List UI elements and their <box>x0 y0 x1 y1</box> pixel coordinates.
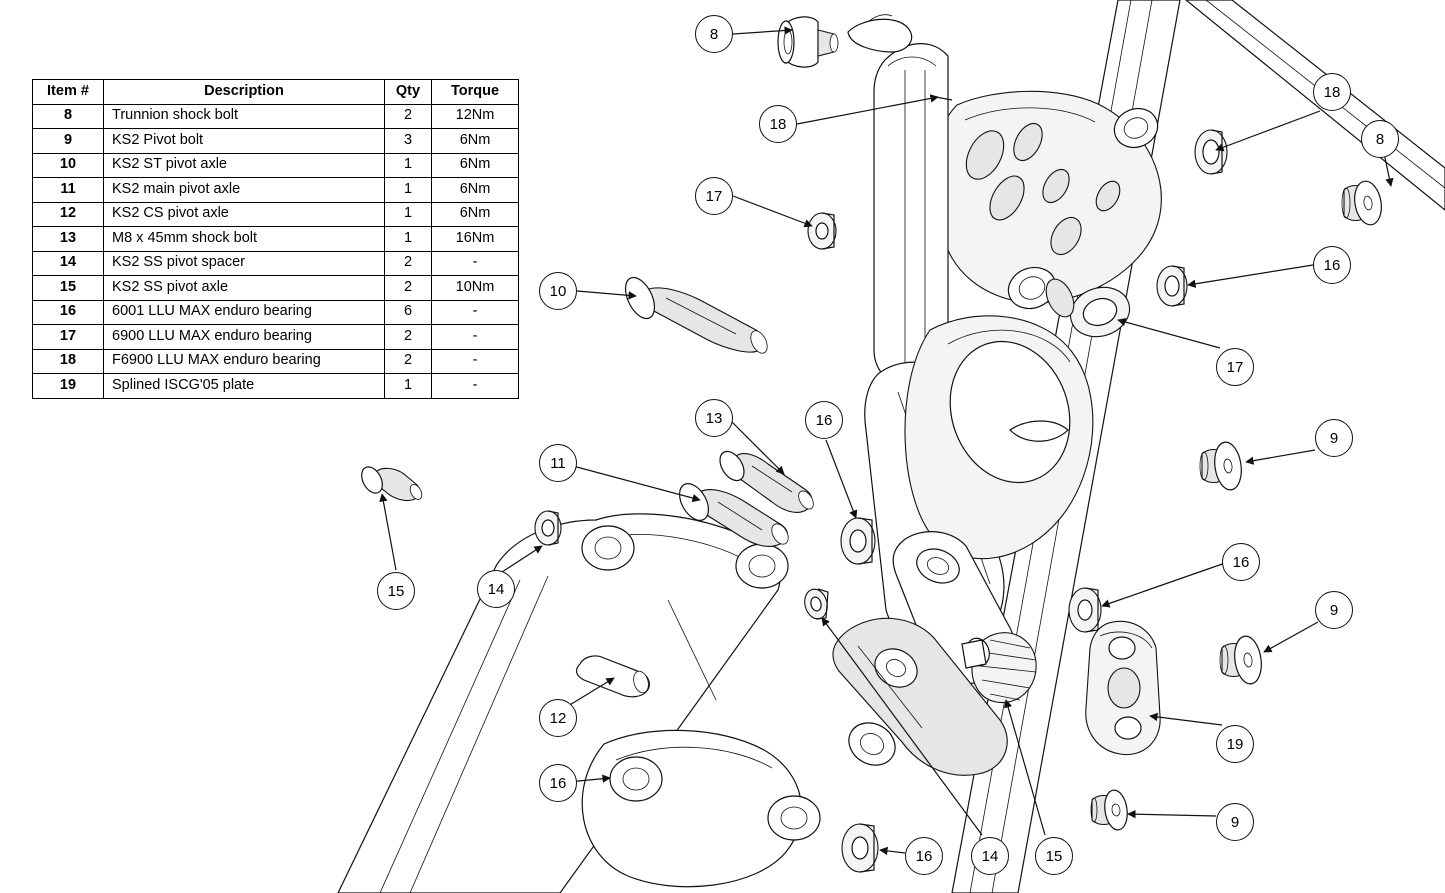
cell-torque: 6Nm <box>432 178 519 203</box>
callout-balloon-9: 9 <box>1315 591 1353 629</box>
cell-item: 14 <box>33 251 104 276</box>
cell-qty: 1 <box>385 202 432 227</box>
callout-balloon-14: 14 <box>971 837 1009 875</box>
part-pivot-bolt-9-bottom <box>1091 789 1130 832</box>
part-spacer-14-center <box>802 587 831 621</box>
cell-description: KS2 CS pivot axle <box>104 202 385 227</box>
column-header-description: Description <box>104 80 385 105</box>
cell-item: 16 <box>33 300 104 325</box>
callout-balloon-18: 18 <box>759 105 797 143</box>
callout-balloon-16: 16 <box>805 401 843 439</box>
cell-item: 10 <box>33 153 104 178</box>
cell-item: 18 <box>33 349 104 374</box>
part-axle-15-left <box>357 463 424 501</box>
cell-torque: - <box>432 251 519 276</box>
cell-description: KS2 ST pivot axle <box>104 153 385 178</box>
cell-item: 12 <box>33 202 104 227</box>
part-bearing-16-center <box>841 518 875 564</box>
callout-balloon-16: 16 <box>539 764 577 802</box>
cell-qty: 1 <box>385 178 432 203</box>
callout-balloon-14: 14 <box>477 570 515 608</box>
callout-balloon-17: 17 <box>695 177 733 215</box>
part-bearing-16-bottom <box>842 824 878 872</box>
cell-item: 17 <box>33 325 104 350</box>
cell-item: 15 <box>33 276 104 301</box>
callout-balloon-8: 8 <box>1361 120 1399 158</box>
cell-item: 13 <box>33 227 104 252</box>
column-header-item: Item # <box>33 80 104 105</box>
callout-balloon-9: 9 <box>1315 419 1353 457</box>
cell-description: 6001 LLU MAX enduro bearing <box>104 300 385 325</box>
cell-description: 6900 LLU MAX enduro bearing <box>104 325 385 350</box>
cell-item: 9 <box>33 129 104 154</box>
cell-item: 8 <box>33 104 104 129</box>
column-header-qty: Qty <box>385 80 432 105</box>
part-spacer-14-left <box>535 511 561 545</box>
cell-description: KS2 SS pivot axle <box>104 276 385 301</box>
callout-balloon-17: 17 <box>1216 348 1254 386</box>
callout-balloon-13: 13 <box>695 399 733 437</box>
part-trunnion-shock-bolt-top <box>778 17 838 67</box>
callout-balloon-15: 15 <box>1035 837 1073 875</box>
callout-balloon-15: 15 <box>377 572 415 610</box>
cell-qty: 2 <box>385 325 432 350</box>
upper-stay <box>1186 0 1445 210</box>
cell-description: Splined ISCG'05 plate <box>104 374 385 399</box>
callout-balloon-9: 9 <box>1216 803 1254 841</box>
shock-yoke-assembly <box>833 532 1036 776</box>
callout-balloon-11: 11 <box>539 444 577 482</box>
cell-torque: 16Nm <box>432 227 519 252</box>
cell-torque: 6Nm <box>432 129 519 154</box>
part-axle-10 <box>620 273 771 356</box>
callout-balloon-19: 19 <box>1216 725 1254 763</box>
cell-torque: 12Nm <box>432 104 519 129</box>
cell-torque: 6Nm <box>432 202 519 227</box>
cell-description: KS2 SS pivot spacer <box>104 251 385 276</box>
part-bearing-16-right-top <box>1157 266 1187 306</box>
cell-torque: - <box>432 325 519 350</box>
part-pivot-bolt-9-top <box>1200 440 1244 491</box>
cell-qty: 1 <box>385 227 432 252</box>
callout-balloon-8: 8 <box>695 15 733 53</box>
cell-description: Trunnion shock bolt <box>104 104 385 129</box>
part-bearing-17-left <box>808 213 836 249</box>
callout-balloon-12: 12 <box>539 699 577 737</box>
cell-description: KS2 Pivot bolt <box>104 129 385 154</box>
cell-item: 11 <box>33 178 104 203</box>
column-header-torque: Torque <box>432 80 519 105</box>
part-bolt-8-right <box>1342 179 1385 227</box>
cell-torque: 6Nm <box>432 153 519 178</box>
part-iscg-plate-19 <box>1086 621 1160 754</box>
cell-qty: 3 <box>385 129 432 154</box>
cell-qty: 1 <box>385 153 432 178</box>
chainstay-swingarm <box>338 514 820 893</box>
part-pivot-bolt-9-mid <box>1220 634 1264 685</box>
cell-description: F6900 LLU MAX enduro bearing <box>104 349 385 374</box>
cell-qty: 1 <box>385 374 432 399</box>
cell-qty: 6 <box>385 300 432 325</box>
part-bearing-18-right <box>1195 130 1227 174</box>
cell-qty: 2 <box>385 349 432 374</box>
cell-torque: 10Nm <box>432 276 519 301</box>
cell-description: KS2 main pivot axle <box>104 178 385 203</box>
callout-balloon-18: 18 <box>1313 73 1351 111</box>
callout-balloon-16: 16 <box>905 837 943 875</box>
callout-balloon-16: 16 <box>1222 543 1260 581</box>
cell-qty: 2 <box>385 276 432 301</box>
callout-balloon-10: 10 <box>539 272 577 310</box>
cell-torque: - <box>432 374 519 399</box>
cell-item: 19 <box>33 374 104 399</box>
callout-balloon-16: 16 <box>1313 246 1351 284</box>
cell-description: M8 x 45mm shock bolt <box>104 227 385 252</box>
cell-qty: 2 <box>385 251 432 276</box>
cell-torque: - <box>432 349 519 374</box>
cell-qty: 2 <box>385 104 432 129</box>
part-bearing-16-right-mid <box>1069 588 1101 632</box>
cell-torque: - <box>432 300 519 325</box>
